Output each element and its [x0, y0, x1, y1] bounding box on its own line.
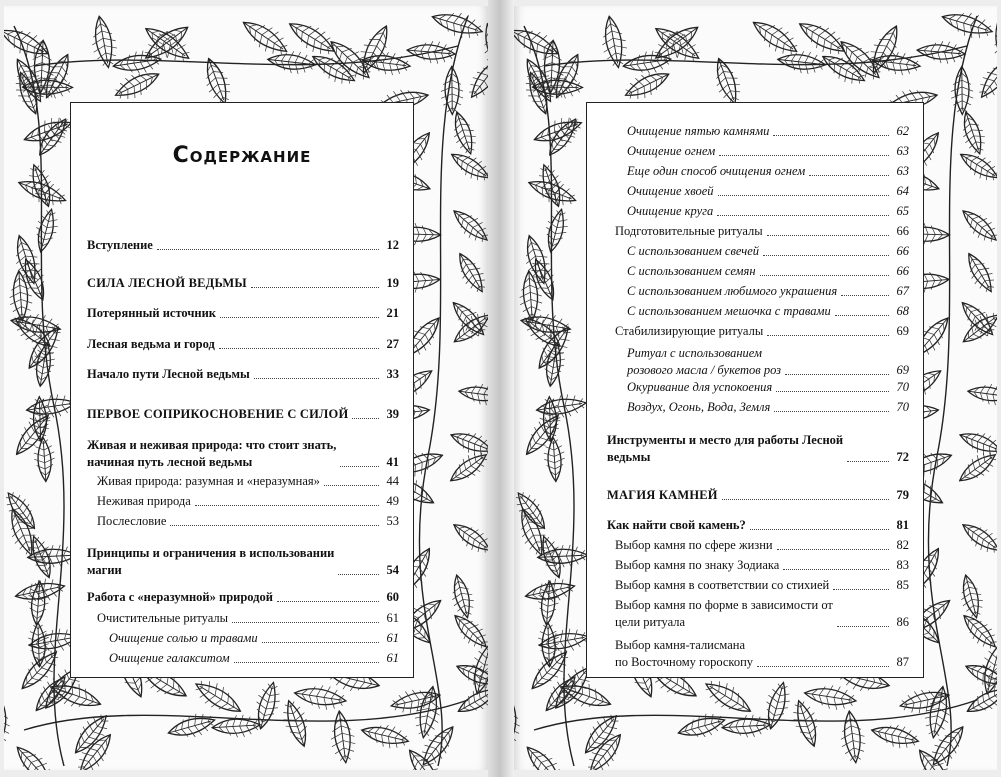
toc-entry[interactable]: Неживая природа 49 — [97, 494, 399, 508]
toc-entry[interactable]: Принципы и ограничения в использовании магии 54 — [87, 546, 399, 577]
toc-entry[interactable]: Очищение пятью камнями 62 — [627, 124, 909, 138]
toc-entry[interactable]: Очищение солью и травами 61 — [109, 631, 399, 645]
toc-entry[interactable]: Окуривание для успокоения 70 — [627, 380, 909, 394]
toc-entry[interactable]: Как найти свой камень? 81 — [607, 518, 909, 532]
toc-entry[interactable]: Очищение галакситом 61 — [109, 651, 399, 665]
toc-entry[interactable]: Вступление 12 — [87, 238, 399, 252]
toc-entry[interactable]: Очищение хвоей 64 — [627, 184, 909, 198]
toc-entry[interactable]: Потерянный источник 21 — [87, 306, 399, 320]
toc-entry[interactable]: Лесная ведьма и город 27 — [87, 337, 399, 351]
right-page — [514, 6, 997, 770]
toc-box-left — [70, 102, 414, 678]
toc-entry[interactable]: Выбор камня-талисмана по Восточному гороскопу 87 — [615, 638, 909, 669]
toc-entry[interactable]: Воздух, Огонь, Вода, Земля 70 — [627, 400, 909, 414]
left-page — [4, 6, 488, 770]
toc-entry[interactable]: Выбор камня в соответствии со стихией 85 — [615, 578, 909, 592]
toc-entry[interactable]: ПЕРВОЕ СОПРИКОСНОВЕНИЕ С СИЛОЙ 39 — [87, 407, 399, 421]
toc-entry[interactable]: С использованием семян 66 — [627, 264, 909, 278]
toc-entry[interactable]: Выбор камня по знаку Зодиака 83 — [615, 558, 909, 572]
toc-entry[interactable]: Выбор камня по сфере жизни 82 — [615, 538, 909, 552]
toc-entry[interactable]: Ритуал с использованием розового масла / букетов роз 69 — [627, 346, 909, 377]
toc-entry[interactable]: Послесловие 53 — [97, 514, 399, 528]
toc-entry[interactable]: Очистительные ритуалы 61 — [97, 611, 399, 625]
toc-entry[interactable]: МАГИЯ КАМНЕЙ 79 — [607, 488, 909, 502]
book-spine — [488, 0, 514, 777]
toc-entry[interactable]: Живая и неживая природа: что стоит знать, начиная путь лесной ведьмы 41 — [87, 438, 399, 469]
toc-entry[interactable]: Выбор камня по форме в зависимости от цели ритуала 86 — [615, 598, 909, 629]
toc-title: Содержание — [172, 143, 312, 168]
toc-entry[interactable]: Начало пути Лесной ведьмы 33 — [87, 367, 399, 381]
toc-entry[interactable]: Еще один способ очищения огнем 63 — [627, 164, 909, 178]
toc-entry[interactable]: Работа с «неразумной» природой 60 — [87, 590, 399, 604]
toc-entry[interactable]: СИЛА ЛЕСНОЙ ВЕДЬМЫ 19 — [87, 276, 399, 290]
toc-entry[interactable]: Инструменты и место для работы Лесной ведьмы 72 — [607, 433, 909, 464]
toc-entry[interactable]: С использованием любимого украшения 67 — [627, 284, 909, 298]
toc-entry[interactable]: Живая природа: разумная и «неразумная» 44 — [97, 474, 399, 488]
toc-entry[interactable]: Очищение круга 65 — [627, 204, 909, 218]
toc-entry[interactable]: С использованием мешочка с травами 68 — [627, 304, 909, 318]
toc-entry[interactable]: Очищение огнем 63 — [627, 144, 909, 158]
toc-entry[interactable]: С использованием свечей 66 — [627, 244, 909, 258]
toc-entry[interactable]: Стабилизирующие ритуалы 69 — [615, 324, 909, 338]
toc-entry[interactable]: Подготовительные ритуалы 66 — [615, 224, 909, 238]
toc-box-right — [586, 102, 924, 678]
